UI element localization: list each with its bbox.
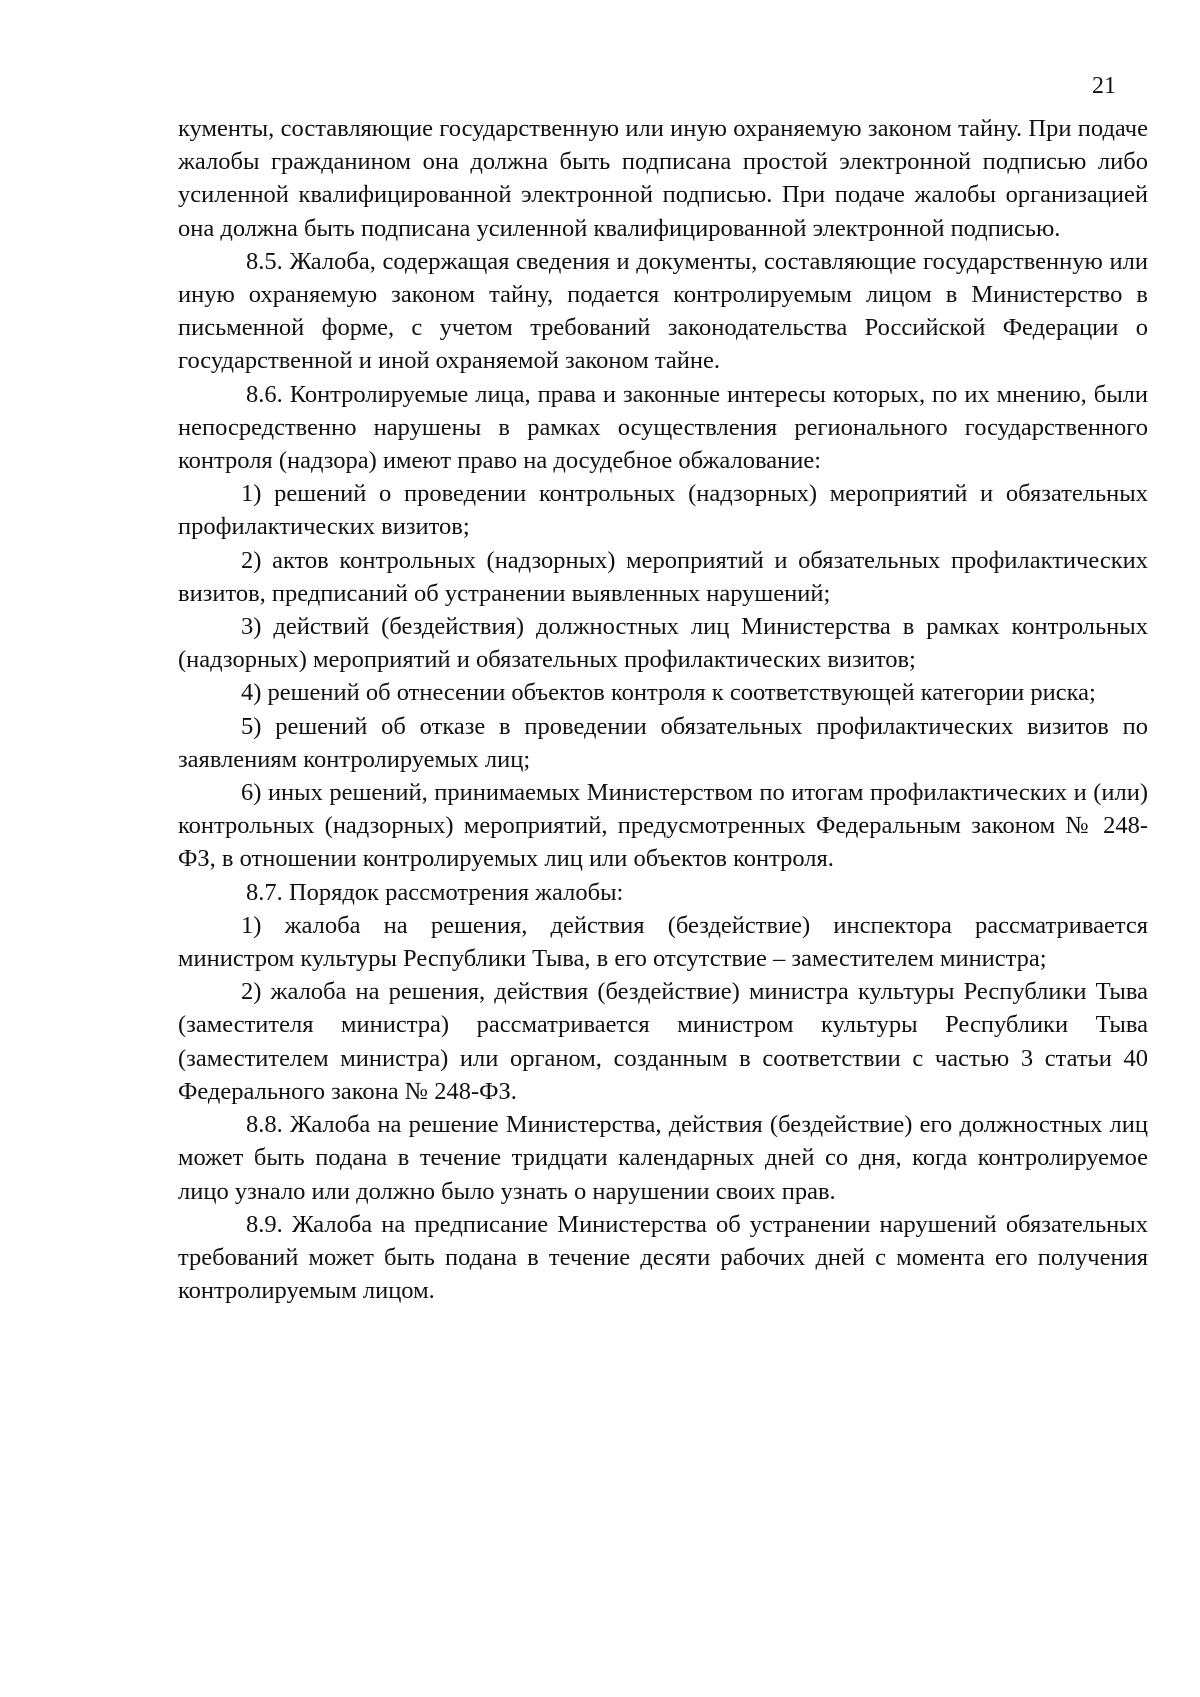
list-item-8-6-4: 4) решений об отнесении объектов контроля к соответствующей категории риска; bbox=[241, 679, 1096, 707]
document-body bbox=[178, 112, 1148, 1307]
paragraph-8-8: 8.8. Жалоба на решение Министерства, действия (бездействие) его должностных лиц может быть подана в течение тридцати календарных дней со дня, когда контролируемое лицо узнало или должно было узнать о нарушении своих прав. bbox=[178, 1111, 1148, 1205]
paragraph-8-6: 8.6. Контролируемые лица, права и законные интересы которых, по их мнению, были непосредственно нарушены в рамках осуществления регионального государственного контроля (надзора) имеют право на досудебное обжалование: bbox=[178, 380, 1148, 475]
paragraph-continuation: кументы, составляющие государственную или иную охраняемую законом тайну. При подаче жалобы гражданином она должна быть подписана простой электронной подписью либо усиленной квалифицированной электронной подписью. При подаче жалобы организацией она должна быть подписана усиленной квалифицированной электронной подписью. bbox=[178, 115, 1148, 242]
list-item-8-6-1: 1) решений о проведении контрольных (надзорных) мероприятий и обязательных профилактических визитов; bbox=[178, 480, 1148, 541]
paragraph-8-9: 8.9. Жалоба на предписание Министерства об устранении нарушений обязательных требований может быть подана в течение десяти рабочих дней с момента его получения контролируемым лицом. bbox=[178, 1210, 1148, 1305]
page-number: 21 bbox=[1092, 73, 1116, 99]
list-item-8-6-3: 3) действий (бездействия) должностных лиц Министерства в рамках контрольных (надзорных) мероприятий и обязательных профилактических визитов; bbox=[178, 613, 1148, 674]
list-item-8-6-6: 6) иных решений, принимаемых Министерством по итогам профилактических и (или) контрольных (надзорных) мероприятий, предусмотренных Федеральным законом № 248-ФЗ, в отношении контролируемых лиц или объектов контроля. bbox=[178, 779, 1148, 873]
list-item-8-7-2: 2) жалоба на решения, действия (бездействие) министра культуры Республики Тыва (заместителя министра) рассматривается министром культуры Республики Тыва (заместителем министра) или органом, созданным в соответствии с частью 3 статьи 40 Федерального закона № 248-ФЗ. bbox=[178, 978, 1148, 1105]
list-item-8-6-5: 5) решений об отказе в проведении обязательных профилактических визитов по заявлениям контролируемых лиц; bbox=[178, 712, 1148, 773]
list-item-8-6-2: 2) актов контрольных (надзорных) мероприятий и обязательных профилактических визитов, предписаний об устранении выявленных нарушений; bbox=[178, 546, 1148, 607]
paragraph-8-5: 8.5. Жалоба, содержащая сведения и документы, составляющие государственную или иную охраняемую законом тайну, подается контролируемым лицом в Министерство в письменной форме, с учетом требований законодательства Российской Федерации о государственной и иной охраняемой законом тайне. bbox=[178, 247, 1148, 375]
paragraph-8-7: 8.7. Порядок рассмотрения жалобы: bbox=[246, 878, 624, 906]
list-item-8-7-1: 1) жалоба на решения, действия (бездействие) инспектора рассматривается министром культуры Республики Тыва, в его отсутствие – заместителем министра; bbox=[178, 911, 1148, 973]
